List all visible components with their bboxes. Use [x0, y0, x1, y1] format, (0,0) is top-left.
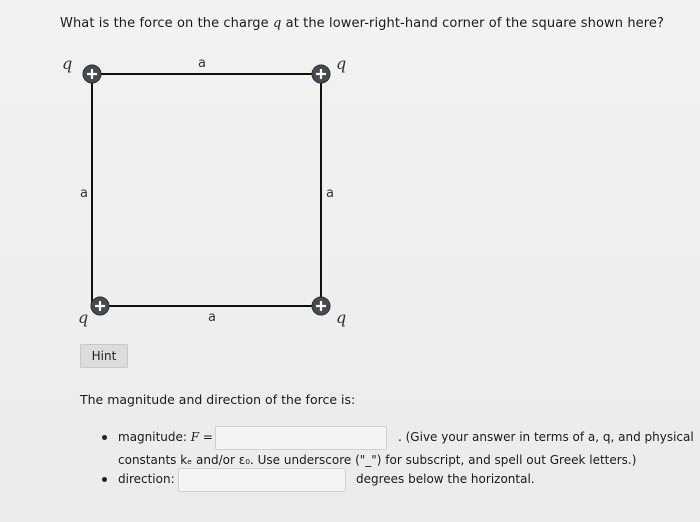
magnitude-symbol: F	[190, 430, 200, 444]
direction-unit-text: degrees below the horizontal.	[356, 472, 535, 486]
direction-label: direction:	[118, 472, 175, 486]
charge-label-top-right: q	[336, 54, 347, 73]
charge-label-top-left: q	[62, 54, 73, 73]
charge-label-bottom-left: q	[78, 308, 89, 327]
charge-label-bottom-right: q	[336, 308, 347, 327]
force-prompt: The magnitude and direction of the force is:	[80, 392, 356, 407]
magnitude-instruction-1: . (Give your answer in terms of a, q, and physical	[398, 430, 694, 444]
edge-label-right: a	[326, 186, 334, 201]
charge-bottom-right-icon	[312, 297, 330, 315]
edge-label-left: a	[80, 186, 88, 201]
question-prefix: What is the force on the charge	[60, 16, 273, 31]
hint-button[interactable]: Hint	[80, 344, 128, 368]
direction-input[interactable]	[178, 468, 346, 492]
magnitude-instruction-2: constants kₑ and/or ε₀. Use underscore ("_") for subscript, and spell out Greek letters.)	[118, 453, 637, 467]
charge-top-right-icon	[312, 65, 330, 83]
magnitude-label-text: magnitude:	[118, 430, 191, 444]
bullet-direction	[102, 477, 107, 482]
question-suffix: at the lower-right-hand corner of the square shown here?	[281, 16, 665, 31]
charge-bottom-left-icon	[91, 297, 109, 315]
question-symbol: q	[272, 16, 282, 31]
magnitude-input[interactable]	[215, 426, 387, 450]
magnitude-label	[118, 430, 213, 444]
edge-label-top: a	[198, 56, 206, 71]
charge-top-left-icon	[83, 65, 101, 83]
magnitude-equals: =	[199, 430, 213, 444]
bullet-magnitude	[102, 435, 107, 440]
edge-label-bottom: a	[208, 310, 216, 325]
